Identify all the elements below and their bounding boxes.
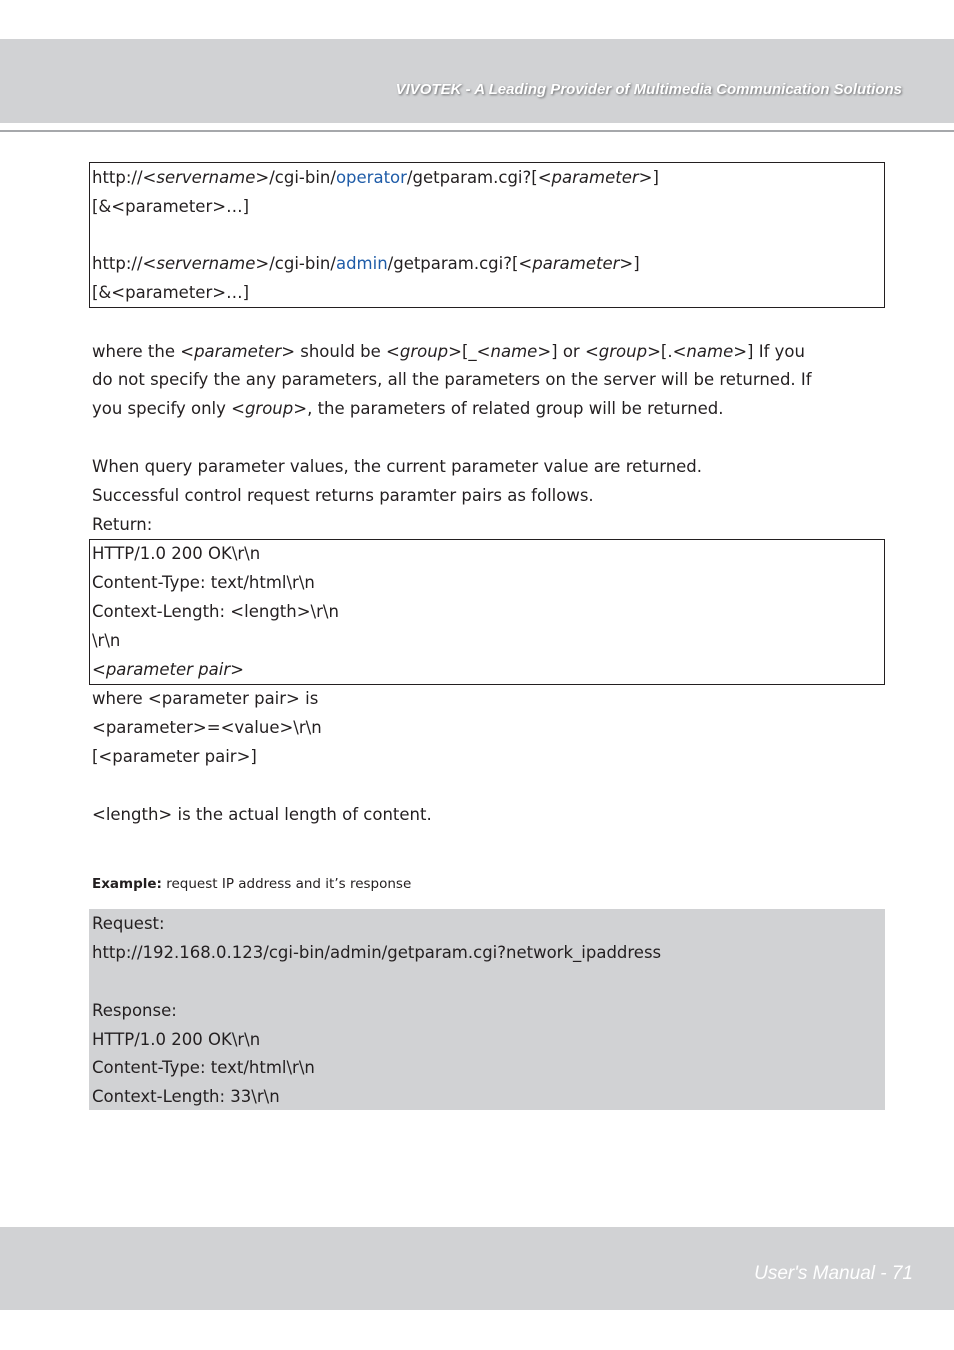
header-divider <box>0 130 954 132</box>
paragraph-line: <parameter>=<value>\r\n <box>92 718 322 737</box>
example-line: http://192.168.0.123/cgi-bin/admin/getparam.cgi?network_ipaddress <box>92 943 662 962</box>
page-number: User's Manual - 71 <box>754 1263 913 1284</box>
example-caption: Example: request IP address and it’s response <box>92 876 412 892</box>
paragraph-line: do not specify the any parameters, all the parameters on the server will be returned. If <box>92 370 812 389</box>
syntax-line-admin-cont: [&<parameter>…] <box>92 283 249 302</box>
return-label: Return: <box>92 515 153 534</box>
syntax-line-operator-cont: [&<parameter>…] <box>92 197 249 216</box>
paragraph-line: <length> is the actual length of content. <box>92 805 432 824</box>
syntax-line-operator: http://<servername>/cgi-bin/operator/getparam.cgi?[<parameter>] <box>92 168 659 187</box>
return-line: <parameter pair> <box>92 660 244 679</box>
page-header <box>0 39 954 123</box>
paragraph-line: [<parameter pair>] <box>92 747 257 766</box>
example-box <box>89 909 885 1110</box>
return-line: Context-Length: <length>\r\n <box>92 602 339 621</box>
paragraph-line: Successful control request returns paramter pairs as follows. <box>92 486 594 505</box>
paragraph-line: where <parameter pair> is <box>92 689 319 708</box>
example-line: Context-Length: 33\r\n <box>92 1087 280 1106</box>
header-title: VIVOTEK - A Leading Provider of Multimedia Communication Solutions <box>395 81 902 98</box>
page-footer <box>0 1227 954 1310</box>
paragraph-line: where the <parameter> should be <group>[_<name>] or <group>[.<name>] If you <box>92 342 805 361</box>
example-line: HTTP/1.0 200 OK\r\n <box>92 1030 261 1049</box>
return-line: HTTP/1.0 200 OK\r\n <box>92 544 261 563</box>
return-line: Content-Type: text/html\r\n <box>92 573 315 592</box>
paragraph-line: When query parameter values, the current parameter value are returned. <box>92 457 703 476</box>
example-line: Request: <box>92 914 165 933</box>
example-line: Response: <box>92 1001 177 1020</box>
syntax-line-admin: http://<servername>/cgi-bin/admin/getparam.cgi?[<parameter>] <box>92 254 640 273</box>
return-line: \r\n <box>92 631 121 650</box>
example-line: Content-Type: text/html\r\n <box>92 1058 315 1077</box>
paragraph-line: you specify only <group>, the parameters of related group will be returned. <box>92 399 724 418</box>
